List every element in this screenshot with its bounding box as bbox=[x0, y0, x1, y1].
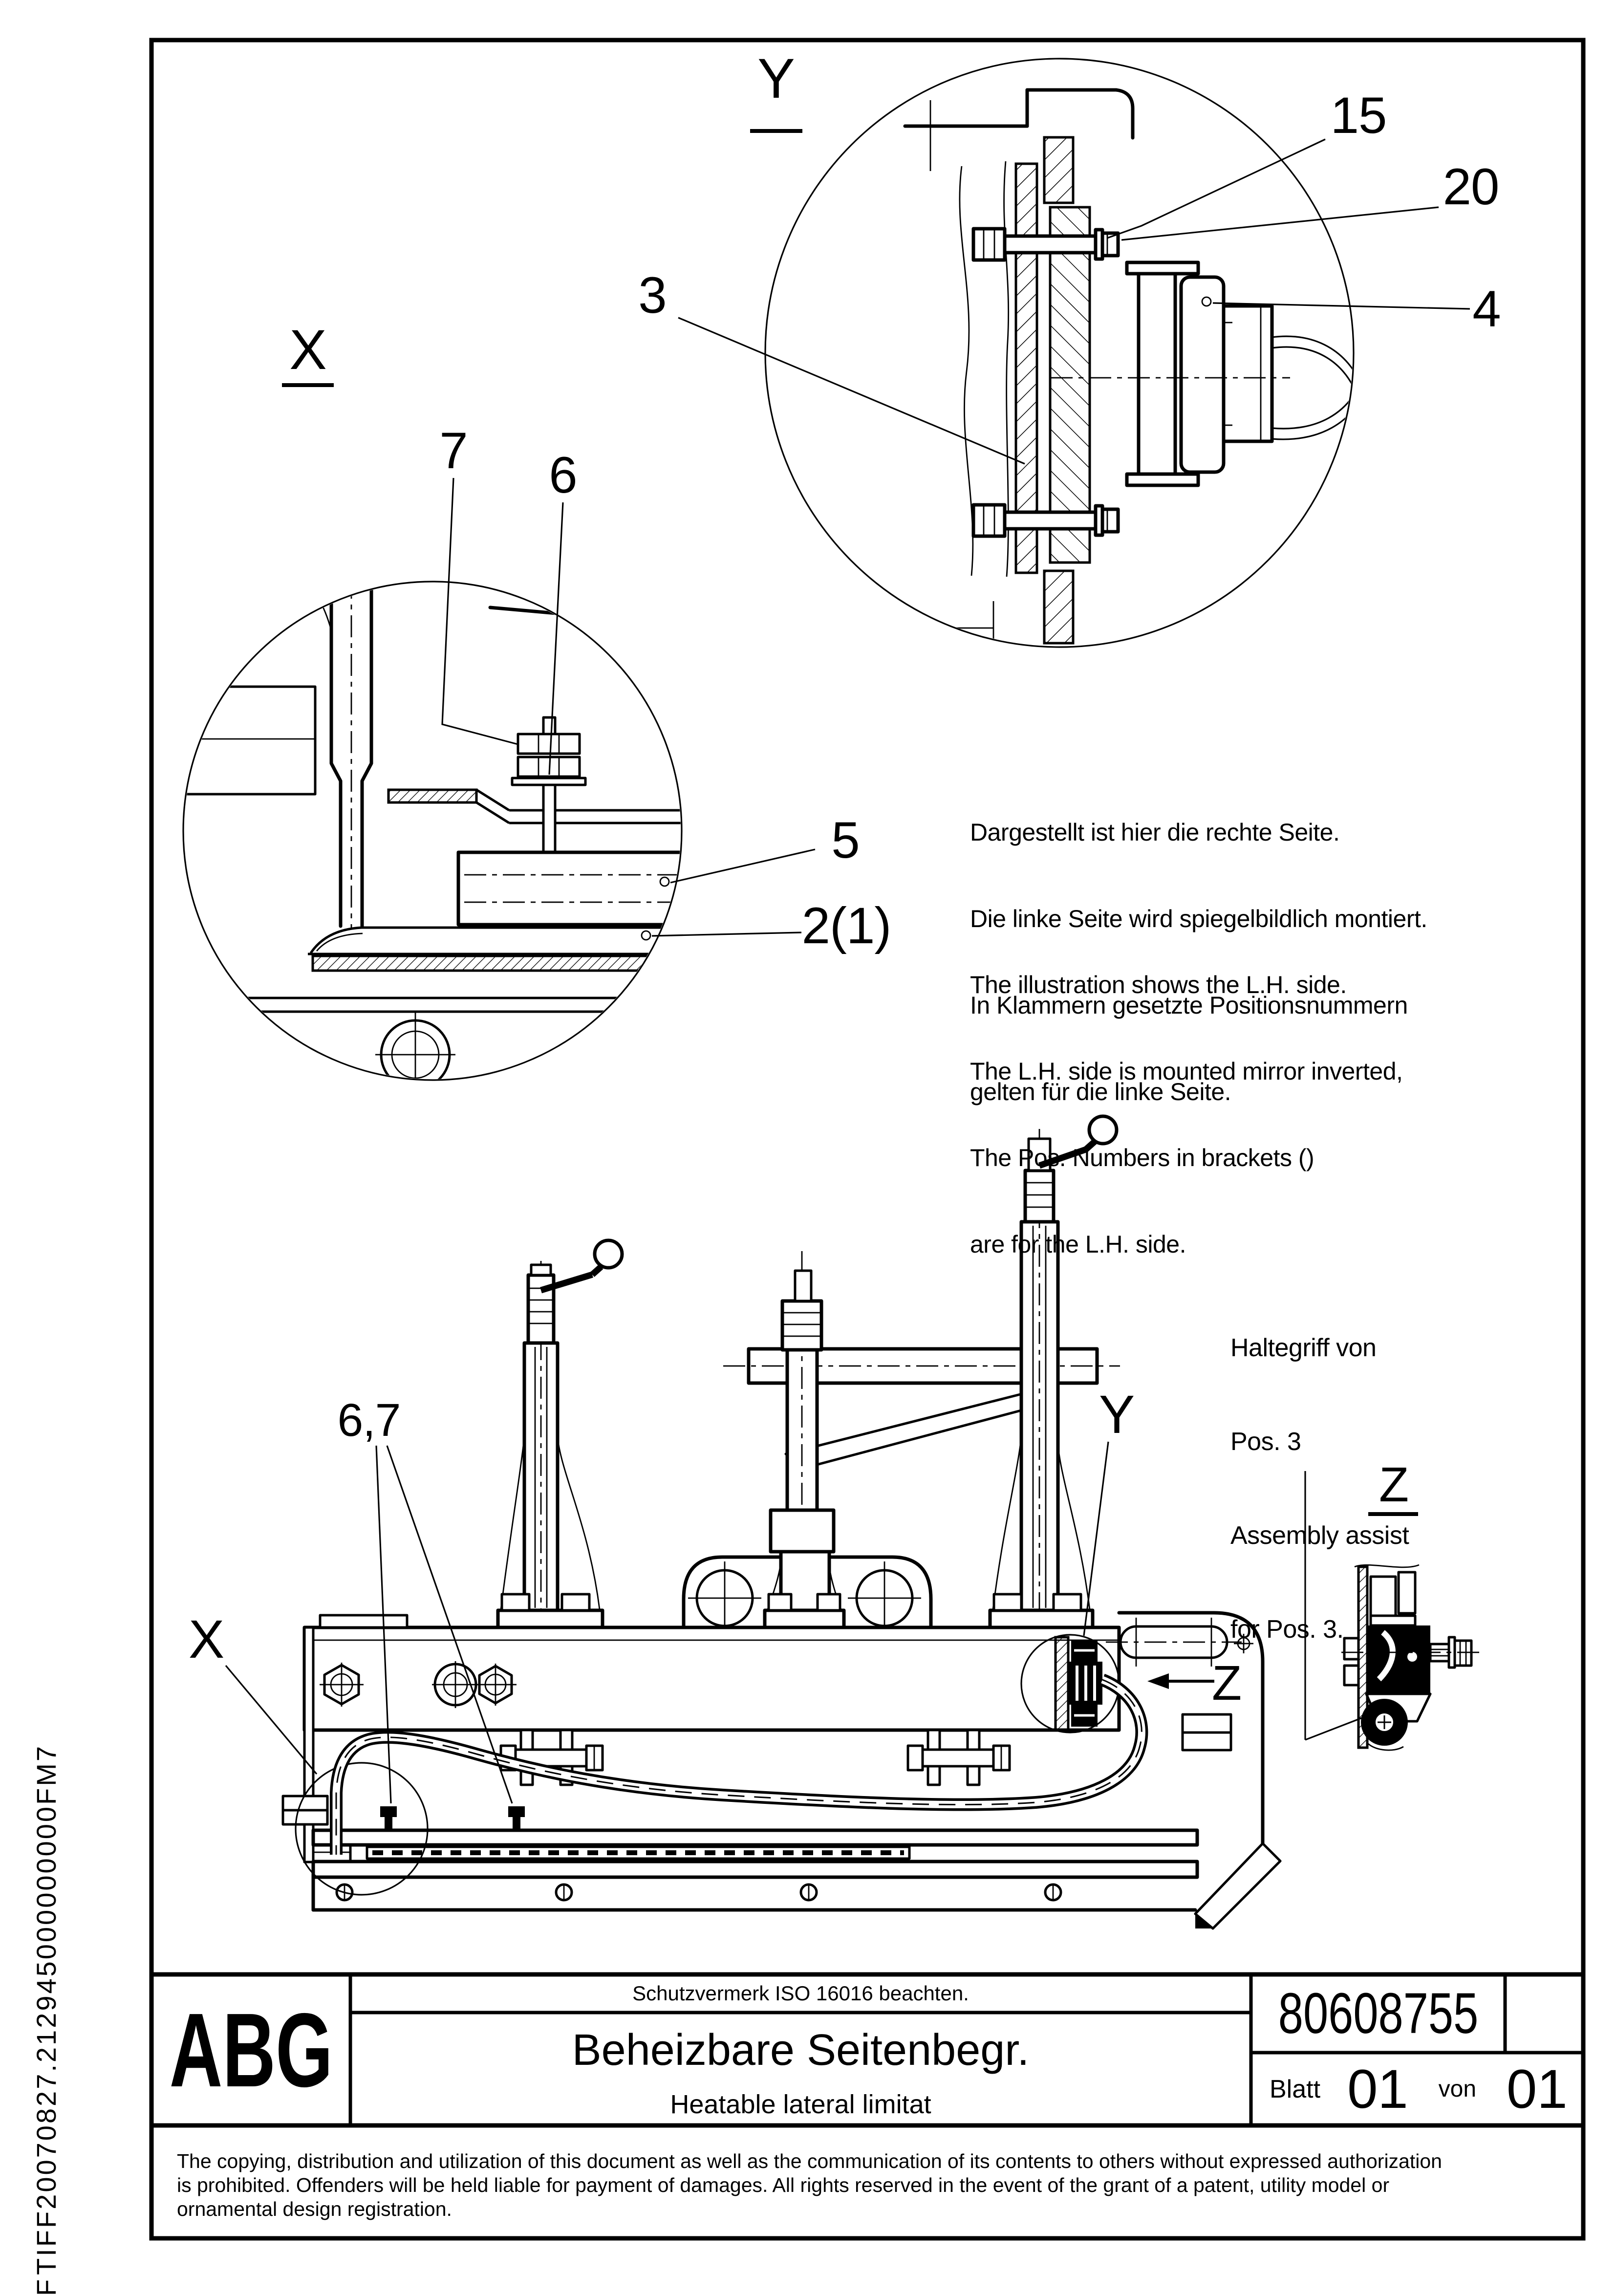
end-plate bbox=[304, 1627, 313, 1862]
note-line: Haltegriff von bbox=[1230, 1334, 1377, 1362]
stud-pos6-7 bbox=[508, 1806, 525, 1832]
adjust-collar bbox=[771, 1510, 834, 1552]
stud-pos6-7 bbox=[380, 1806, 397, 1832]
heater-connector bbox=[1056, 1637, 1102, 1730]
knurled-knob bbox=[782, 1301, 821, 1350]
leader-3 bbox=[678, 318, 1025, 464]
beam-flange bbox=[388, 790, 683, 823]
detail-y-contents bbox=[905, 90, 1364, 643]
leader-7 bbox=[442, 478, 518, 744]
ref-label-z: Z bbox=[1211, 1656, 1242, 1711]
diagonal-brace bbox=[786, 1394, 1032, 1468]
ref-label-y: Y bbox=[1099, 1385, 1135, 1445]
base-flange bbox=[765, 1610, 844, 1627]
sheet-label: Blatt bbox=[1270, 2075, 1321, 2103]
dome-bolts bbox=[337, 1884, 1061, 1900]
leader-y bbox=[1084, 1442, 1108, 1636]
ref-label-x: X bbox=[188, 1609, 224, 1669]
view-label-z: Z bbox=[1379, 1457, 1409, 1512]
callout-4: 4 bbox=[1472, 281, 1501, 338]
note-line: The Pos. Numbers in brackets () bbox=[970, 1144, 1314, 1171]
frame-block bbox=[185, 687, 315, 794]
note-assembly-assist bbox=[1230, 1270, 1409, 1676]
view-label-x: X bbox=[289, 319, 326, 381]
callout-15: 15 bbox=[1330, 87, 1387, 144]
support-bar bbox=[313, 1830, 1197, 1845]
note-line: Dargestellt ist hier die rechte Seite. bbox=[970, 819, 1340, 846]
file-code-clipped-char: F bbox=[31, 2277, 62, 2296]
logo-cell bbox=[151, 1974, 350, 2125]
leader-5 bbox=[670, 849, 815, 883]
callout-20: 20 bbox=[1443, 158, 1499, 216]
detail-view-y bbox=[638, 47, 1500, 647]
callout-6-7: 6,7 bbox=[337, 1394, 401, 1446]
blade-bevel-end bbox=[1195, 1843, 1280, 1928]
wear-strip bbox=[313, 956, 661, 971]
stud-with-nuts-pos6-7 bbox=[512, 717, 585, 853]
drawing-title-en: Heatable lateral limitat bbox=[670, 2089, 931, 2119]
screw-pos15-bottom bbox=[973, 505, 1118, 536]
legal-line: is prohibited. Offenders will be held liable for payment of damages. All rights reserved in the event of the grant of a patent, utility model or bbox=[177, 2174, 1390, 2196]
leader-2-1-marker bbox=[642, 931, 650, 940]
callout-2-1: 2(1) bbox=[801, 897, 891, 954]
skid-pos2 bbox=[308, 928, 681, 954]
spindle-left bbox=[498, 1240, 622, 1627]
callout-6: 6 bbox=[549, 447, 577, 504]
sheet-current: 01 bbox=[1347, 2058, 1408, 2120]
view-label-y: Y bbox=[757, 47, 795, 110]
beam-top-bar bbox=[320, 1615, 407, 1627]
callout-5: 5 bbox=[831, 812, 860, 869]
arrow-z-head bbox=[1147, 1673, 1169, 1689]
screw-pos15-top bbox=[973, 229, 1118, 260]
lower-tab bbox=[1044, 571, 1073, 643]
note-english bbox=[970, 913, 1402, 1288]
plate-pos5 bbox=[458, 852, 682, 925]
drawing-number-cell bbox=[1251, 1974, 1505, 2053]
note-line: for Pos. 3. bbox=[1230, 1615, 1344, 1644]
break-line bbox=[960, 166, 973, 576]
note-line: Assembly assist bbox=[1230, 1521, 1409, 1550]
note-line: Die linke Seite wird spiegelbildlich montiert. bbox=[970, 905, 1427, 932]
ball-handle bbox=[595, 1240, 622, 1268]
drawing-title-de: Beheizbare Seitenbegr. bbox=[572, 2025, 1030, 2075]
frame-profile bbox=[905, 90, 1133, 171]
callout-3: 3 bbox=[638, 267, 667, 324]
leader-15 bbox=[1107, 139, 1325, 238]
file-code-vertical: TIFF20070827.212945000000000FM7 bbox=[31, 1744, 62, 2275]
base-flange bbox=[498, 1610, 603, 1627]
heater-cables bbox=[1272, 336, 1364, 439]
callout-7: 7 bbox=[439, 422, 468, 479]
detail-circle-x bbox=[183, 582, 682, 1080]
base-flange bbox=[990, 1610, 1093, 1627]
protection-note: Schutzvermerk ISO 16016 beachten. bbox=[632, 1982, 969, 2005]
upper-tab bbox=[1044, 137, 1073, 203]
clamp-bracket bbox=[908, 1730, 1010, 1785]
heatable-plate-pos3 bbox=[1050, 207, 1090, 563]
flange-assembly-pos4 bbox=[1127, 262, 1272, 485]
legal-line: The copying, distribution and utilization of this document as well as the communication of its contents to others without expressed authorization bbox=[177, 2150, 1442, 2172]
note-line: are for the L.H. side. bbox=[970, 1231, 1186, 1258]
blade-holder bbox=[313, 1862, 1197, 1877]
sheet-cell bbox=[1251, 2053, 1583, 2125]
leader-2-1 bbox=[652, 932, 801, 936]
drawing-number: 80608755 bbox=[1278, 1981, 1478, 2046]
note-line: In Klammern gesetzte Positionsnummern bbox=[970, 992, 1408, 1019]
note-line: Pos. 3 bbox=[1230, 1428, 1301, 1456]
detail-view-x bbox=[183, 319, 891, 1098]
sheet-total: 01 bbox=[1507, 2058, 1568, 2120]
sheet-of-label: von bbox=[1438, 2076, 1477, 2102]
fitting bbox=[375, 1013, 455, 1098]
abg-logo: ABG bbox=[169, 1991, 333, 2109]
note-line: The illustration shows the L.H. side. bbox=[970, 971, 1347, 998]
note-line: The L.H. side is mounted mirror inverted, bbox=[970, 1058, 1403, 1085]
end-foot bbox=[283, 1810, 327, 1824]
main-beam bbox=[304, 1627, 1119, 1730]
legal-line: ornamental design registration. bbox=[177, 2198, 452, 2220]
note-line: gelten für die linke Seite. bbox=[970, 1078, 1231, 1105]
end-foot bbox=[283, 1796, 327, 1810]
legal-notice bbox=[177, 2149, 1565, 2221]
